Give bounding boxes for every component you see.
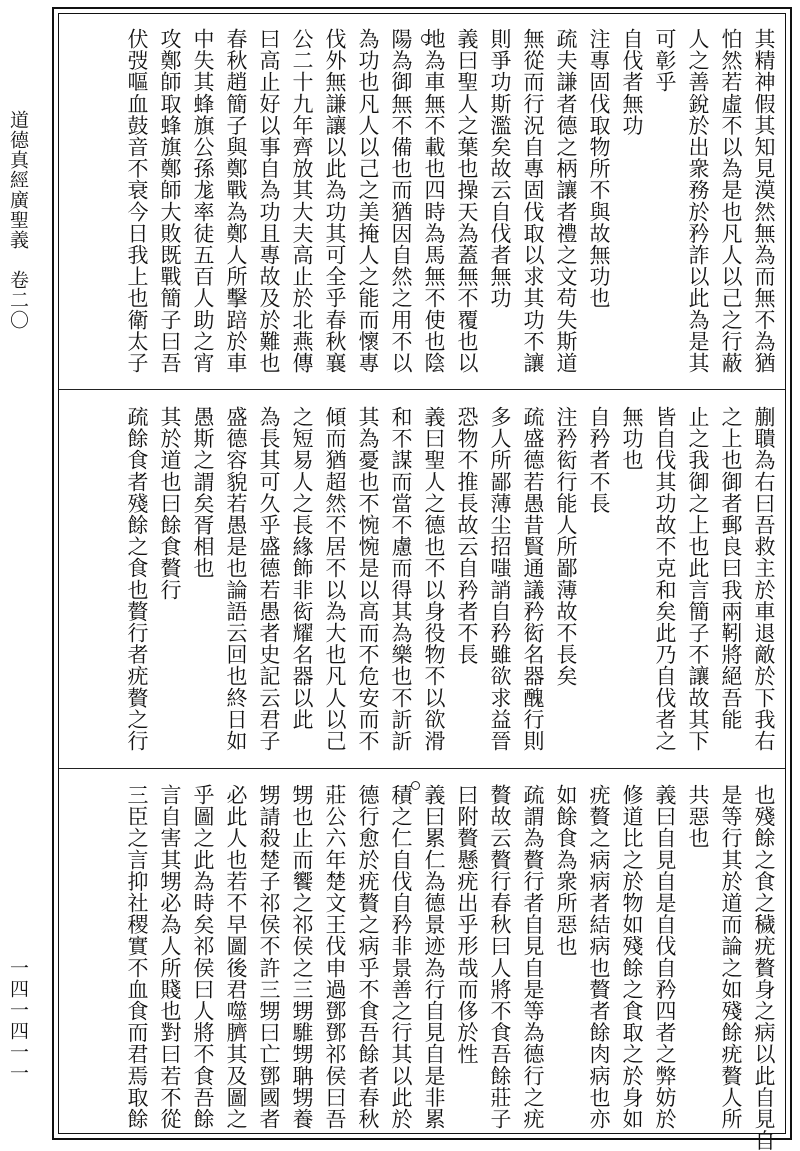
- text-column: 曰附贅懸疣出乎形哉而侈於性: [455, 784, 479, 1065]
- text-column: 怕然若虛不以為是也凡人以己之行蔽: [719, 28, 743, 374]
- text-column: 伐外無謙讓以此為功其可全乎春秋襄: [323, 28, 347, 374]
- text-column: 言自害其甥必為人所賤也對曰若不從: [158, 784, 182, 1130]
- text-column: 德行愈於疣贅之病乎不食吾餘者春秋: [356, 784, 380, 1130]
- text-column: 則爭功斯濫矣故云自伐者無功: [488, 28, 512, 309]
- text-column: 疣贅之病病者結病也贅者餘肉病也亦: [587, 784, 611, 1130]
- text-column: 莊公六年楚文王伐申過鄧鄧祁侯曰吾: [323, 784, 347, 1130]
- text-column: 為功也凡人以己之美掩人之能而懷專: [356, 28, 380, 374]
- text-column: 也殘餘之食之穢疣贅身之病以此自見自: [752, 784, 776, 1151]
- text-column: 甥也止而饗之祁侯之三甥騅甥聃甥養: [290, 784, 314, 1130]
- text-column: 之短易人之長緣飾非衒耀名器以此: [290, 406, 314, 730]
- text-column: 如餘食為衆所惡也: [554, 784, 578, 957]
- text-column: 多人所鄙薄尘招嗤誚自矜雖欲求益晉: [488, 406, 512, 752]
- page-number: 一四一四一一: [7, 958, 29, 1084]
- text-column: 自伐者無功: [620, 28, 644, 136]
- text-column: 必此人也若不早圖後君噬臍其及圖之: [224, 784, 248, 1130]
- text-column: 陽為御無不備也而猶因自然之用不以: [389, 28, 413, 374]
- text-column: 無功也: [620, 406, 644, 471]
- text-column: 共惡也: [686, 784, 710, 849]
- text-column: 義曰自見自是自伐自矜四者之弊妨於: [653, 784, 677, 1130]
- text-column: 其為憂也不惋惋是以高而不危安而不: [356, 406, 380, 752]
- text-column: 自矜者不長: [587, 406, 611, 514]
- page-frame: [52, 7, 792, 1151]
- page-frame-inner: [58, 13, 786, 1151]
- text-column: 皆自伐其功故不克和矣此乃自伐者之: [653, 406, 677, 752]
- text-column: 傾而猶超然不居不以為大也凡人以己: [323, 406, 347, 752]
- text-column: 之上也御者郵良曰我兩靷將絕吾能: [719, 406, 743, 730]
- text-column: 疏夫謙者德之柄讓者禮之文苟失斯道: [554, 28, 578, 374]
- book-title: 道德真經廣聖義 卷二〇: [7, 110, 29, 330]
- text-column: 盛德容貌若愚是也論語云回也終日如: [224, 406, 248, 752]
- text-column: 乎圖之此為時矣祁侯曰人將不食吾餘: [191, 784, 215, 1130]
- text-column: 甥請殺楚子祁侯不許三甥曰亡鄧國者: [257, 784, 281, 1130]
- text-column: 中失其蜂旗公孫尨率徒五百人助之宵: [191, 28, 215, 374]
- circle-mark: [411, 781, 420, 790]
- text-column: 無從而行況自專固伐取以求其功不讓: [521, 28, 545, 374]
- text-column: 贅故云贅行春秋曰人將不食吾餘莊子: [488, 784, 512, 1130]
- text-column: 蒯聵為右曰吾救主於車退敵於下我右: [752, 406, 776, 752]
- text-column: 義曰聖人之德也不以身役物不以欲滑: [422, 406, 446, 752]
- text-column: 注矜衒行能人所鄙薄故不長矣: [554, 406, 578, 687]
- text-column: 人之善銳於出衆務於矜詐以此為是其: [686, 28, 710, 374]
- text-column: 注專固伐取物所不與故無功也: [587, 28, 611, 309]
- text-column: 其精神假其知見漠然無為而無不為猶: [752, 28, 776, 374]
- text-column: 止之我御之上也此言簡子不讓故其下: [686, 406, 710, 752]
- text-column: 和不謀而當不慮而得其為樂也不訢訢: [389, 406, 413, 752]
- circle-mark: [421, 34, 430, 43]
- text-column: 積之仁自伐自矜非景善之行其以此於: [389, 784, 413, 1130]
- text-column: 攻鄭師取蜂旗鄭師大敗既戰簡子曰吾: [158, 28, 182, 374]
- text-column: 三臣之言抑社稷實不血食而君焉取餘: [125, 784, 149, 1130]
- text-column: 修道比之於物如殘餘之食取之於身如: [620, 784, 644, 1130]
- text-column: 疏謂為贅行者自見自是等為德行之疣: [521, 784, 545, 1130]
- text-column: 是等行其於道而論之如殘餘疣贅人所: [719, 784, 743, 1130]
- text-column: 其於道也曰餘食贅行: [158, 406, 182, 601]
- text-column: 伏弢嘔血鼓音不衰今日我上也衛太子: [125, 28, 149, 374]
- text-column: 疏盛德若愚昔賢通議矜衒名器醜行則: [521, 406, 545, 752]
- text-column: 義曰聖人之葉也操天為蓋無不覆也以: [455, 28, 479, 374]
- text-column: 可彰乎: [653, 28, 677, 93]
- text-column: 曰高止好以事自為功且專故及於難也: [257, 28, 281, 374]
- text-column: 春秋趙簡子與鄭戰為鄭人所擊踣於車: [224, 28, 248, 374]
- text-column: 地為車無不載也四時為馬無不使也陰: [422, 28, 446, 374]
- text-column: 為長其可久乎盛德若愚者史記云君子: [257, 406, 281, 752]
- text-column: 愚斯之謂矣胥相也: [191, 406, 215, 579]
- section-divider-1: [59, 389, 785, 390]
- text-column: 公二十九年齊放其大夫高止於北燕傳: [290, 28, 314, 374]
- text-column: 疏餘食者殘餘之食也贅行者疣贅之行: [125, 406, 149, 752]
- text-column: 恐物不推長故云自矜者不長: [455, 406, 479, 666]
- section-divider-2: [59, 768, 785, 769]
- text-column: 義曰累仁為德景迹為行自見自是非累: [422, 784, 446, 1130]
